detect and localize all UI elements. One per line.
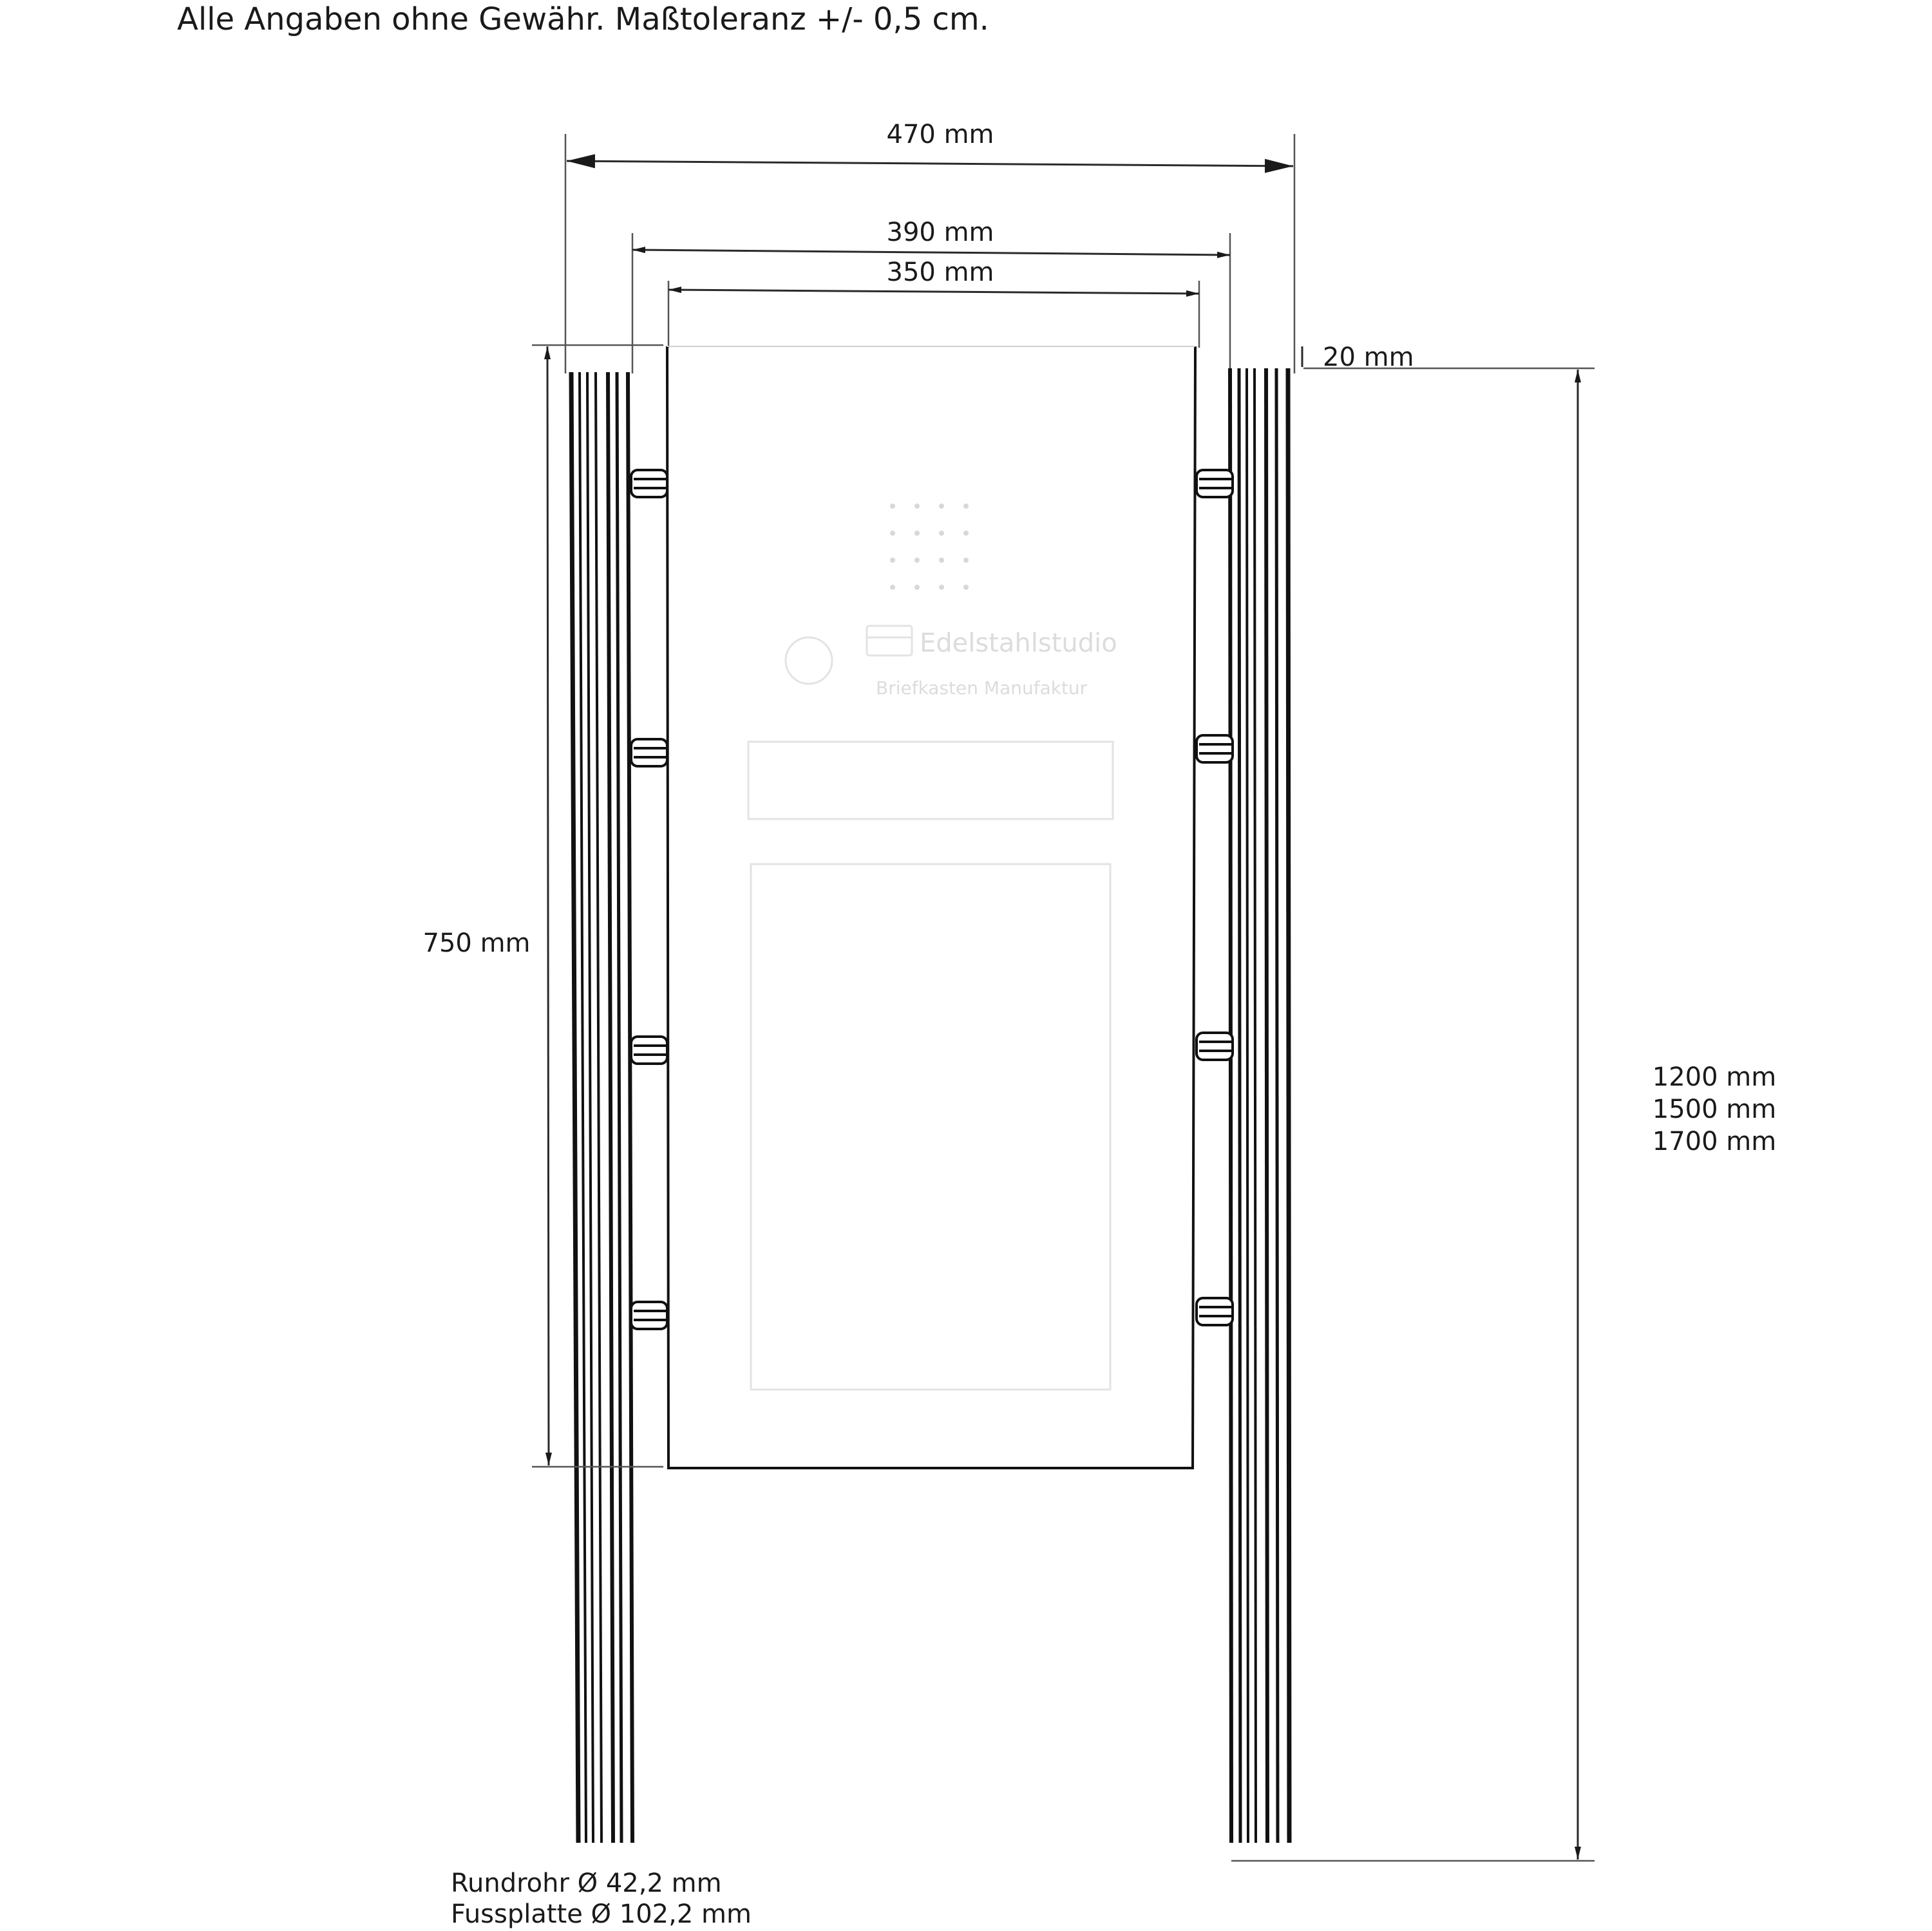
bracket-width-dimension [632, 218, 1230, 373]
box-width-dimension [668, 258, 1199, 348]
left-brackets [631, 470, 667, 1329]
bracket [1197, 470, 1233, 497]
total-width-label: 470 mm [886, 120, 994, 149]
post-height-label-2: 1500 mm [1652, 1095, 1777, 1124]
top-offset-dimension [1302, 343, 1595, 372]
doorbell-button-icon [786, 637, 832, 684]
logo-tagline: Briefkasten Manufaktur [876, 677, 1088, 699]
nameplate-outline [748, 742, 1113, 819]
bracket [631, 1037, 667, 1064]
bracket [1197, 1298, 1233, 1325]
box-width-label: 350 mm [886, 258, 994, 287]
post-height-label-1: 1200 mm [1652, 1062, 1777, 1092]
intercom-speaker-dots [890, 504, 969, 590]
base-plate-spec: Fussplatte Ø 102,2 mm [451, 1899, 752, 1929]
post-height-label-3: 1700 mm [1652, 1127, 1777, 1156]
bracket [631, 470, 667, 497]
mailbox-door-outline [751, 864, 1110, 1389]
brand-logo [867, 626, 1117, 699]
logo-brand: Edelstahlstudio [920, 628, 1117, 658]
dimension-line [668, 290, 1199, 294]
left-post [571, 372, 632, 1843]
bracket [1197, 1033, 1233, 1060]
top-offset-label: 20 mm [1323, 343, 1414, 372]
post-height-dimension [1231, 370, 1776, 1861]
dimension-line [632, 250, 1230, 255]
bracket-width-label: 390 mm [886, 218, 994, 247]
bracket [1197, 735, 1233, 762]
bracket [631, 739, 667, 766]
right-brackets [1197, 470, 1233, 1325]
dimension-line [567, 161, 1293, 166]
right-post [1230, 368, 1289, 1843]
bracket [631, 1302, 667, 1329]
box-height-label: 750 mm [422, 928, 531, 958]
disclaimer-text: Alle Angaben ohne Gewähr. Maßtoleranz +/- 0,5 cm. [177, 1, 989, 37]
dimension-line [547, 346, 549, 1465]
tube-spec: Rundrohr Ø 42,2 mm [451, 1869, 722, 1898]
mailbox-panel [667, 346, 1195, 1468]
